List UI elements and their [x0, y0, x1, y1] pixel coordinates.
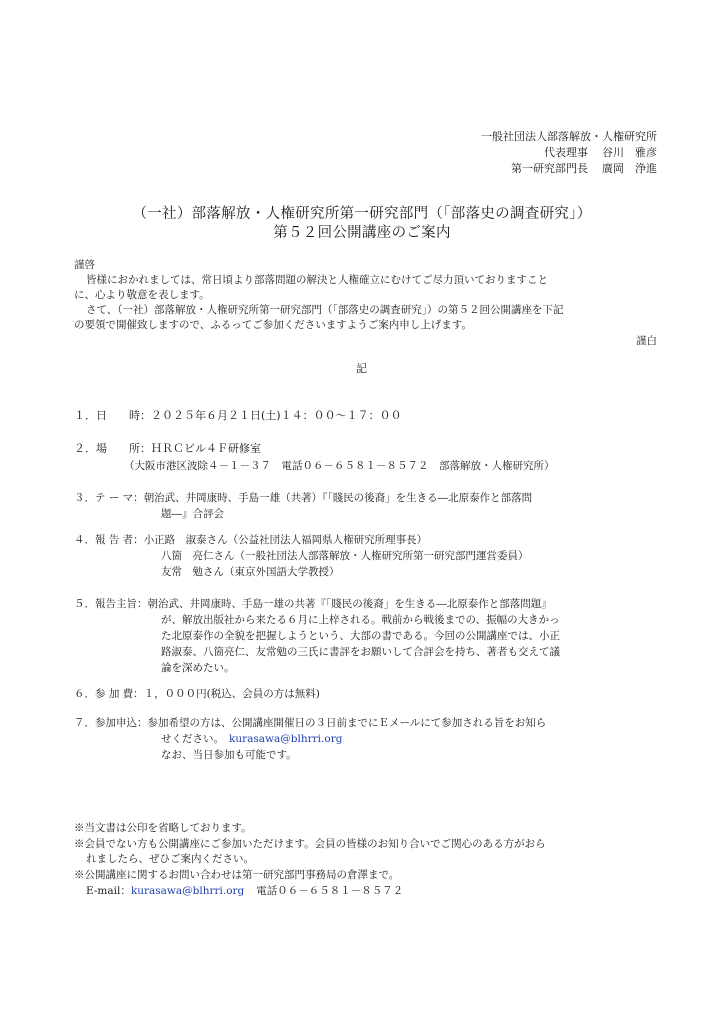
apply-line2-text: せください。 — [161, 733, 224, 745]
dept-title: 第一研究部門長 — [511, 162, 588, 175]
place-address: （大阪市港区波除４－１－３７ 電話０６－６５８１－８５７２ 部落解放・人権研究所） — [124, 460, 555, 472]
greeting-para1-line2: に、心より敬意を表します。 — [74, 289, 210, 301]
fee-row — [74, 687, 320, 701]
purpose-line4: 路淑泰、八箇亮仁、友常勉の三氏に書評をお願いして合評会を持ち、著者も交えて議 — [161, 646, 560, 658]
greeting-para1-line1: 皆様におかれましては、常日頃より部落問題の解決と人権確立にむけてご尽力頂いておりますこと — [86, 274, 548, 286]
apply-email-link[interactable]: kurasawa@blhrri.org — [229, 733, 343, 745]
rep-title: 代表理事 — [544, 146, 588, 159]
page-title-line1: （一社）部落解放・人権研究所第一研究部門（「部落史の調査研究」） — [132, 206, 592, 222]
reporter-3: 友常 勉さん（東京外国語大学教授） — [161, 566, 340, 578]
email-label: E-mail： — [86, 885, 131, 897]
apply-row — [74, 716, 546, 730]
page-title-line2: 第５２回公開講座のご案内 — [273, 225, 451, 241]
note-3: ※公開講座に関するお問い合わせは第一研究部門事務局の倉澤まで。 — [74, 869, 400, 881]
purpose-line2: が、解放出版社から来たる６月に上梓される。戦前から戦後までの、振幅の大きかっ — [161, 614, 560, 626]
fee-value: １，０００円(税込、会員の方は無料) — [143, 688, 320, 700]
theme-label: ３．テ ー マ： — [74, 492, 144, 504]
reporter-1: 小正路 淑泰さん（公益社団法人福岡県人権研究所理事長） — [143, 534, 428, 546]
purpose-line5: 論を深めたい。 — [161, 662, 235, 674]
apply-line2 — [161, 732, 342, 746]
theme-row — [74, 491, 532, 505]
representative-line — [544, 146, 657, 160]
greeting-closing: 謹白 — [636, 335, 657, 347]
department-head-line — [511, 162, 657, 176]
note-1: ※当文書は公印を省略しております。 — [74, 822, 252, 834]
theme-line2: 題―』合評会 — [161, 508, 224, 520]
apply-label: ７．参加申込： — [74, 717, 148, 729]
fee-label: ６．参 加 費： — [74, 688, 144, 700]
reporters-row — [74, 533, 427, 547]
greeting-para2-line1: さて、（一社）部落解放・人権研究所第一研究部門（「部落史の調査研究」）の第５２回公開講座を下記 — [86, 304, 564, 316]
ki-heading: 記 — [356, 362, 367, 375]
note-2-line1: ※会員でない方も公開講座にご参加いただけます。会員の皆様のお知り合いでご関心のある方がおら — [74, 838, 546, 850]
purpose-line3: た北原泰作の全貌を把握しようという、大部の書である。今回の公開講座では、小正 — [161, 630, 560, 642]
contact-email-link[interactable]: kurasawa@blhrri.org — [130, 885, 245, 897]
place-label: ２．場 所： — [74, 442, 151, 455]
purpose-label: ５．報告主旨： — [74, 598, 148, 610]
theme-line1: 朝治武、井岡康時、手島一雄（共著）『「賤民の後裔」を生きる―北原泰作と部落問 — [143, 492, 533, 504]
place-value: ＨＲＣビル４Ｆ研修室 — [151, 442, 261, 455]
org-name: 一般社団法人部落解放・人権研究所 — [481, 130, 657, 143]
purpose-line1: 朝治武、井岡康時、手島一雄の共著『「賤民の後裔」を生きる―北原泰作と部落問題』 — [147, 598, 552, 610]
dept-name: 廣岡 浄進 — [602, 162, 657, 175]
contact-line — [86, 884, 403, 898]
rep-name: 谷川 雅彦 — [602, 146, 657, 159]
note-2-line2: れましたら、ぜひご案内ください。 — [86, 853, 254, 865]
date-row — [74, 409, 402, 423]
purpose-row — [74, 597, 552, 611]
date-label: １．日 時： — [74, 409, 151, 422]
apply-line1: 参加希望の方は、公開講座開催日の３日前までにＥメールにて参加される旨をお知ら — [147, 717, 547, 729]
apply-line3: なお、当日参加も可能です。 — [161, 749, 297, 761]
greeting-para2-line2: の要領で開催致しますので、ふるってご参加くださいますようご案内申し上げます。 — [74, 319, 472, 331]
place-row — [74, 442, 261, 456]
date-value: ２０２５年６月２１日(土)１４：００～１７：００ — [151, 409, 402, 422]
reporters-label: ４．報 告 者： — [74, 534, 144, 546]
contact-phone: 電話０６－６５８１－８５７２ — [256, 885, 404, 897]
greeting-opening: 謹啓 — [74, 259, 95, 271]
reporter-2: 八箇 亮仁さん（一般社団法人部落解放・人権研究所第一研究部門運営委員） — [161, 550, 529, 562]
